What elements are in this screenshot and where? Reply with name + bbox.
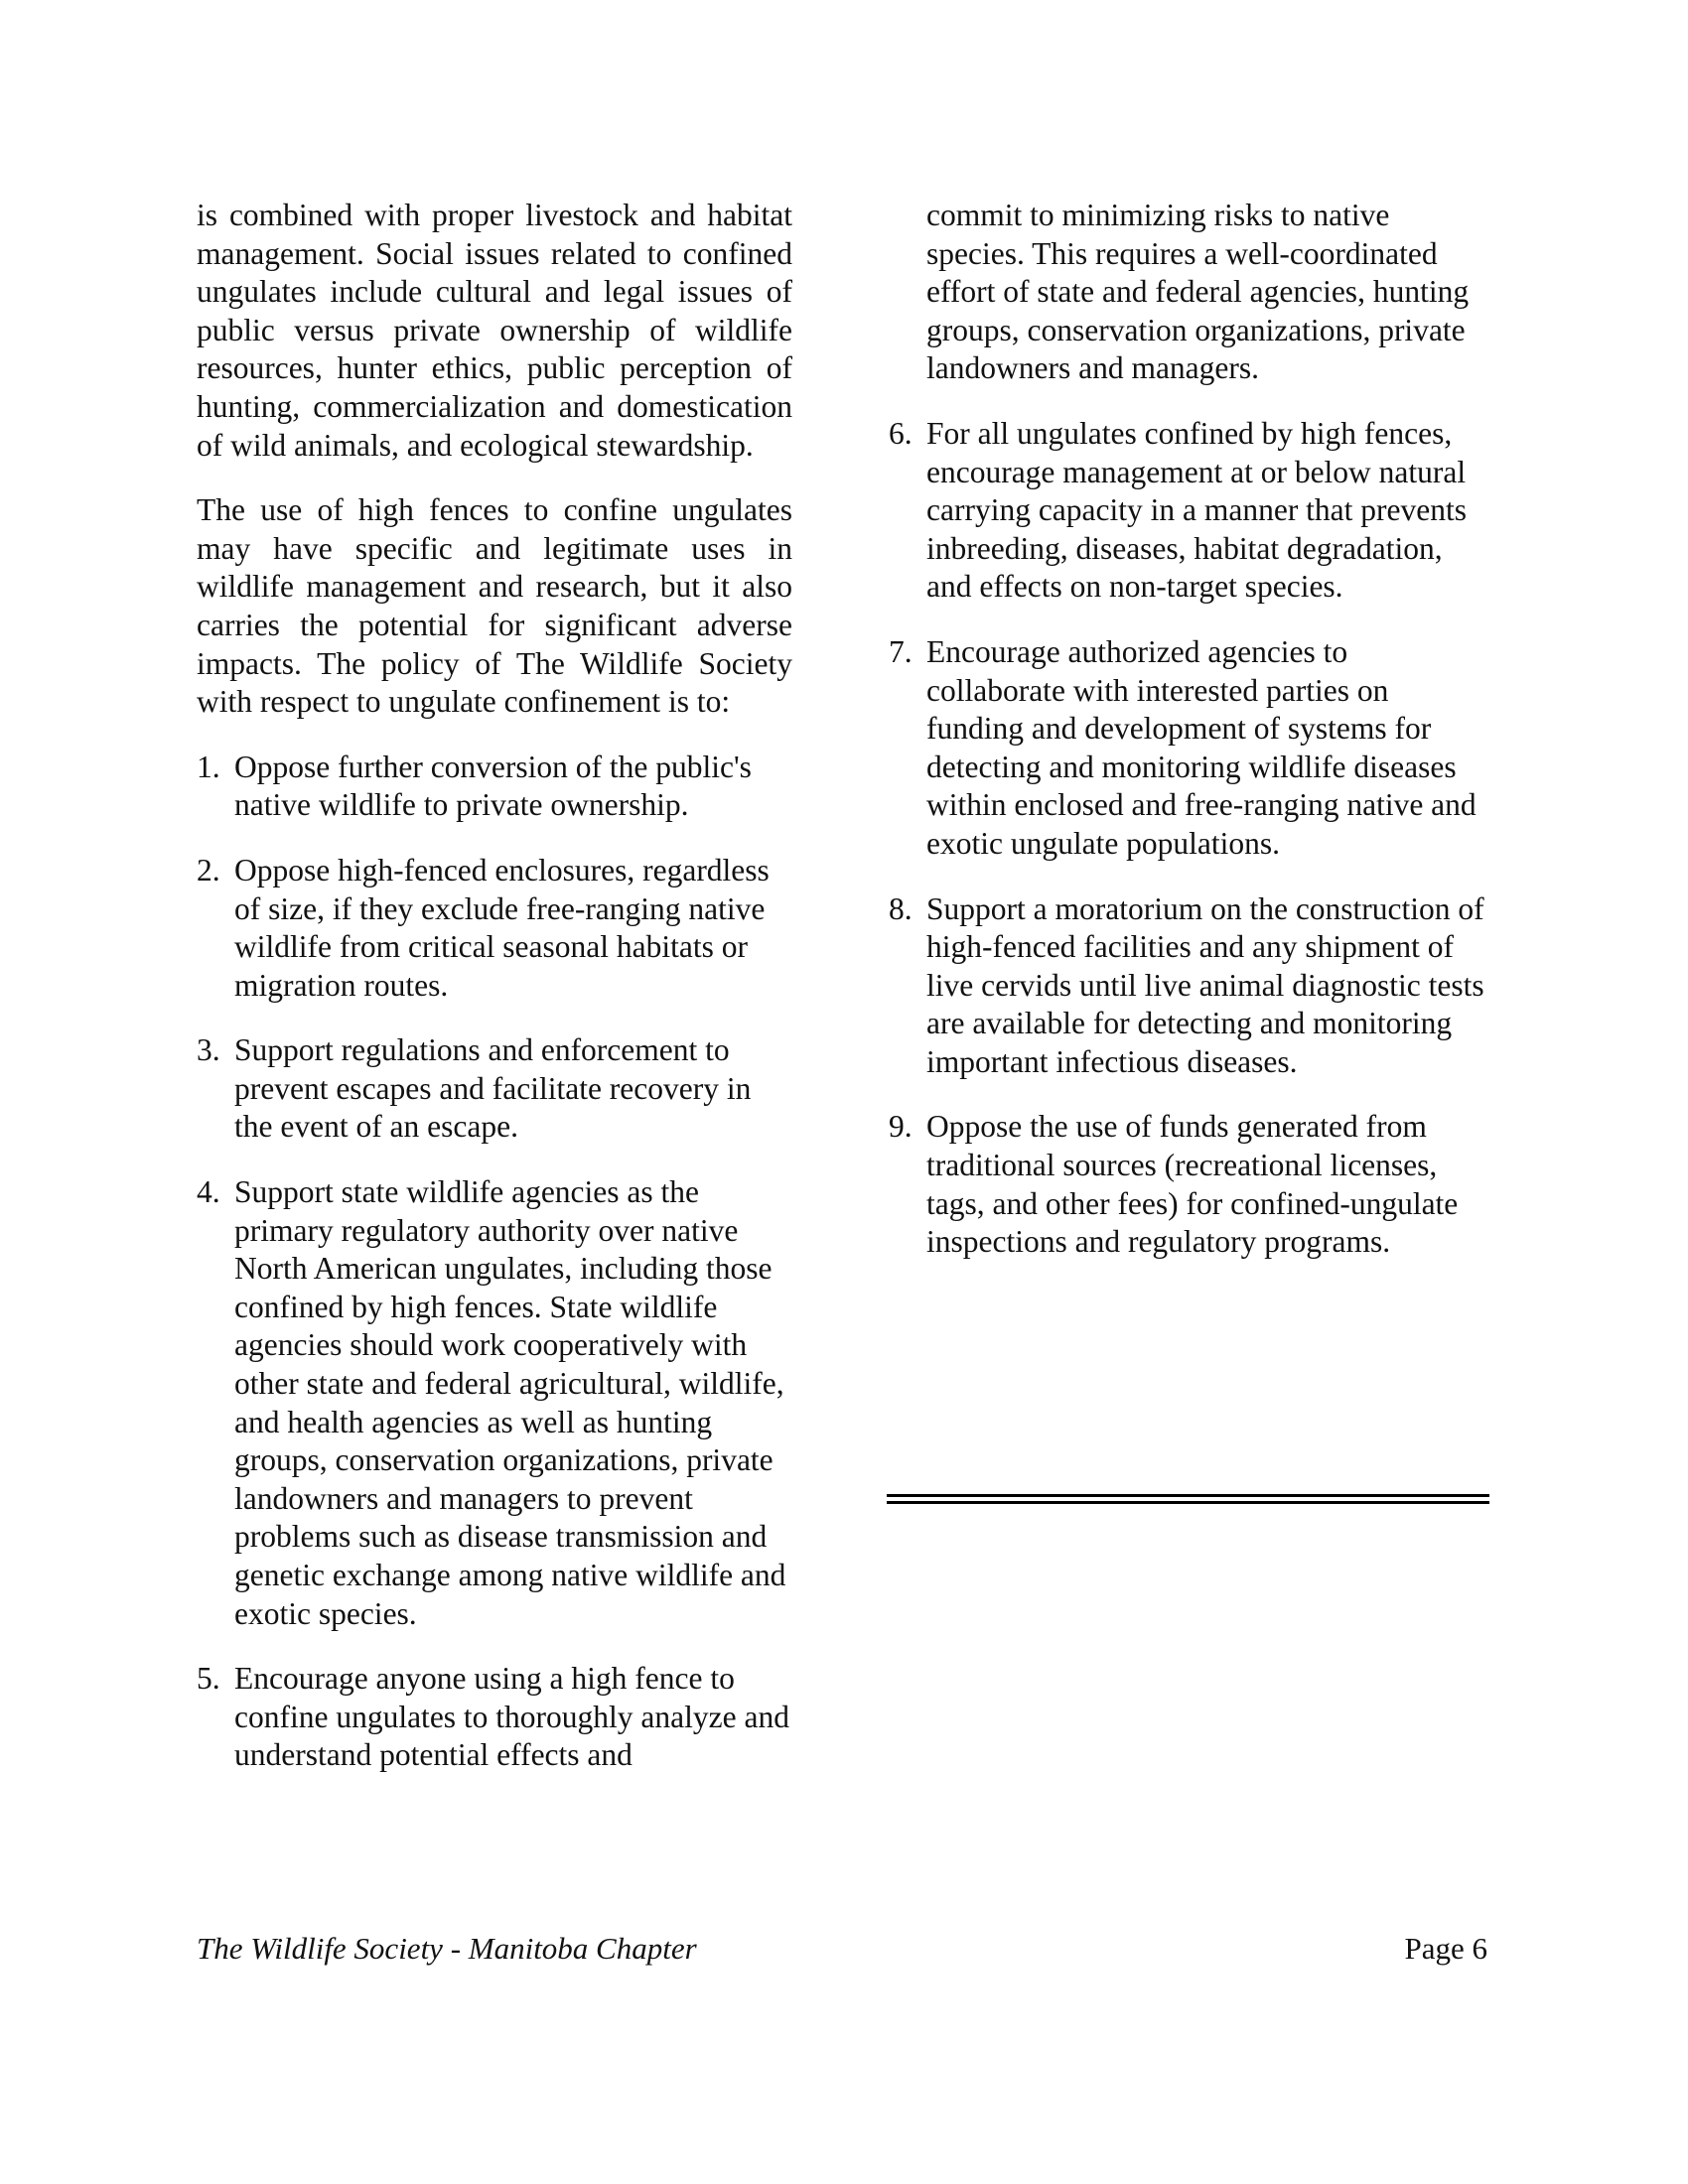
list-item-text: Encourage anyone using a high fence to confine ungulates to thoroughly analyze and understand potential effects and xyxy=(234,1661,789,1773)
policy-intro-paragraph: The use of high fences to confine ungulates may have specific and legitimate uses in wildlife management and research, but it also carries the potential for significant adverse impacts. The policy of The Wildlife Society with respect to ungulate confinement is to: xyxy=(197,492,792,720)
footer-page-number: Page 6 xyxy=(1404,1931,1487,1966)
list-item-number: 5. xyxy=(197,1661,220,1697)
list-item-number: 9. xyxy=(889,1109,913,1145)
list-item xyxy=(889,1108,1489,1261)
list-item xyxy=(197,1031,792,1147)
list-item-number: 8. xyxy=(889,890,913,926)
list-item xyxy=(197,1173,792,1633)
list-item xyxy=(889,890,1489,1082)
list-item-text: Support a moratorium on the construction of high-fenced facilities and any shipment of live cervids until live animal diagnostic tests are available for detecting and monitoring important infectious diseases. xyxy=(926,890,1484,1079)
list-item-number: 3. xyxy=(197,1032,220,1068)
list-item-number: 4. xyxy=(197,1174,220,1210)
list-item xyxy=(889,415,1489,607)
list-item-text: For all ungulates confined by high fences, encourage management at or below natural carrying capacity in a manner that prevents inbreeding, diseases, habitat degradation, and effects on non-target species. xyxy=(926,415,1468,605)
list-item-number: 1. xyxy=(197,749,220,784)
list-item xyxy=(197,749,792,825)
policy-list-right xyxy=(889,415,1489,1262)
list-item xyxy=(197,1660,792,1775)
list-item xyxy=(197,852,792,1005)
paragraph-continuation: is combined with proper livestock and habitat management. Social issues related to confined ungulates include cultural and legal issues of public versus private ownership of wildlife resources, hunter ethics, public perception of hunting, commercialization and domestication of wild animals, and ecological stewardship. xyxy=(197,198,792,463)
list-item-number: 6. xyxy=(889,415,913,451)
right-column xyxy=(889,197,1489,1289)
list-item-text: Oppose the use of funds generated from traditional sources (recreational licenses, tags, and other fees) for confined-ungulate inspections and regulatory programs. xyxy=(926,1109,1459,1260)
list-item-number: 7. xyxy=(889,633,913,669)
list-item-text: Encourage authorized agencies to collaborate with interested parties on funding and development of systems for detecting and monitoring wildlife diseases within enclosed and free-ranging native and exotic ungulate populations. xyxy=(926,633,1477,861)
list-item-continuation: commit to minimizing risks to native species. This requires a well-coordinated effort of state and federal agencies, hunting groups, conservation organizations, private landowners and managers. xyxy=(926,198,1470,386)
footer-organization: The Wildlife Society - Manitoba Chapter xyxy=(197,1931,697,1966)
list-item-text: Oppose high-fenced enclosures, regardless of size, if they exclude free-ranging native wildlife from critical seasonal habitats or migration routes. xyxy=(234,852,770,1003)
list-item xyxy=(889,633,1489,864)
list-item-text: Support state wildlife agencies as the primary regulatory authority over native North American ungulates, including those confined by high fences. State wildlife agencies should work cooperatively with other state and federal agricultural, wildlife, and health agencies as well as hunting groups, conservation organizations, private landowners and managers to prevent problems such as disease transmission and genetic exchange among native wildlife and exotic species. xyxy=(234,1174,786,1631)
list-item-text: Oppose further conversion of the public's native wildlife to private ownership. xyxy=(234,749,752,823)
left-column xyxy=(197,197,792,1802)
list-item-text: Support regulations and enforcement to prevent escapes and facilitate recovery in the event of an escape. xyxy=(234,1032,752,1145)
list-item-number: 2. xyxy=(197,852,220,887)
double-rule-divider xyxy=(887,1494,1489,1504)
policy-list-left xyxy=(197,749,792,1775)
